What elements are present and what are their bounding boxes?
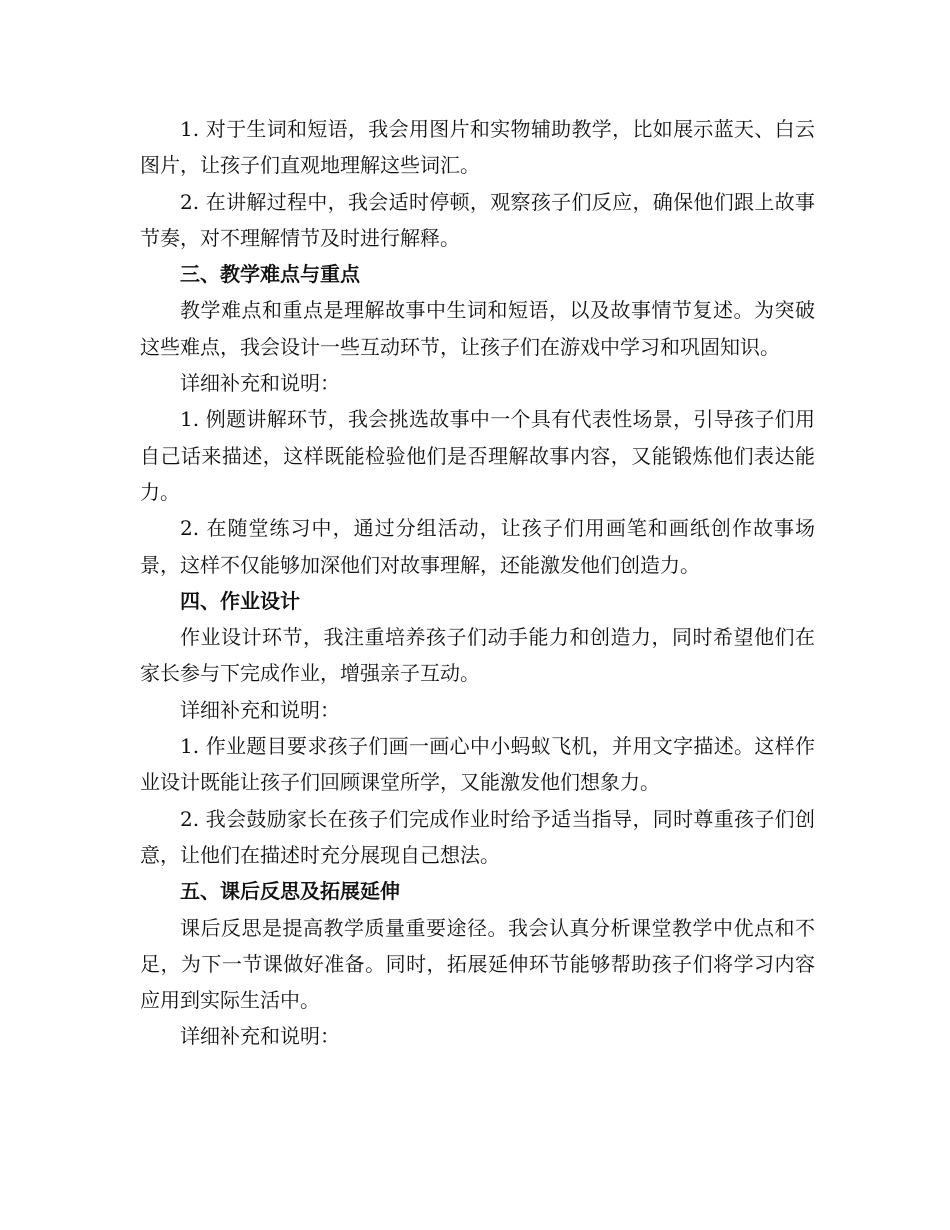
section-heading-homework: 四、作业设计 bbox=[180, 588, 300, 613]
supplement-label: 详细补充和说明： bbox=[180, 697, 340, 722]
list-item-practice: 2. 在随堂练习中，通过分组活动，让孩子们用画笔和画纸创作故事场景，这样不仅能够加深他们对故事理解，还能激发他们创造力。 bbox=[140, 516, 815, 577]
paragraph-reflection: 课后反思是提高教学质量重要途径。我会认真分析课堂教学中优点和不足，为下一节课做好准备。同时，拓展延伸环节能够帮助孩子们将学习内容应用到实际生活中。 bbox=[140, 915, 815, 1013]
supplement-label: 详细补充和说明： bbox=[180, 371, 340, 396]
supplement-label: 详细补充和说明： bbox=[180, 1024, 340, 1049]
paragraph-homework: 作业设计环节，我注重培养孩子们动手能力和创造力，同时希望他们在家长参与下完成作业，增强亲子互动。 bbox=[140, 625, 815, 686]
section-heading-difficulties: 三、教学难点与重点 bbox=[180, 262, 360, 287]
list-item-pause-observe: 2. 在讲解过程中，我会适时停顿，观察孩子们反应，确保他们跟上故事节奏，对不理解情节及时进行解释。 bbox=[140, 189, 815, 250]
section-heading-reflection: 五、课后反思及拓展延伸 bbox=[180, 879, 400, 904]
list-item-vocab-aids: 1. 对于生词和短语，我会用图片和实物辅助教学，比如展示蓝天、白云图片，让孩子们直观地理解这些词汇。 bbox=[140, 117, 815, 178]
list-item-homework-task: 1. 作业题目要求孩子们画一画心中小蚂蚁飞机，并用文字描述。这样作业设计既能让孩子们回顾课堂所学，又能激发他们想象力。 bbox=[140, 734, 815, 795]
list-item-example-explain: 1. 例题讲解环节，我会挑选故事中一个具有代表性场景，引导孩子们用自己话来描述，这样既能检验他们是否理解故事内容，又能锻炼他们表达能力。 bbox=[140, 407, 815, 504]
document-body bbox=[140, 111, 815, 1055]
paragraph-difficulties: 教学难点和重点是理解故事中生词和短语，以及故事情节复述。为突破这些难点，我会设计一些互动环节，让孩子们在游戏中学习和巩固知识。 bbox=[140, 298, 815, 359]
list-item-parent-guidance: 2. 我会鼓励家长在孩子们完成作业时给予适当指导，同时尊重孩子们创意，让他们在描述时充分展现自己想法。 bbox=[140, 806, 815, 867]
